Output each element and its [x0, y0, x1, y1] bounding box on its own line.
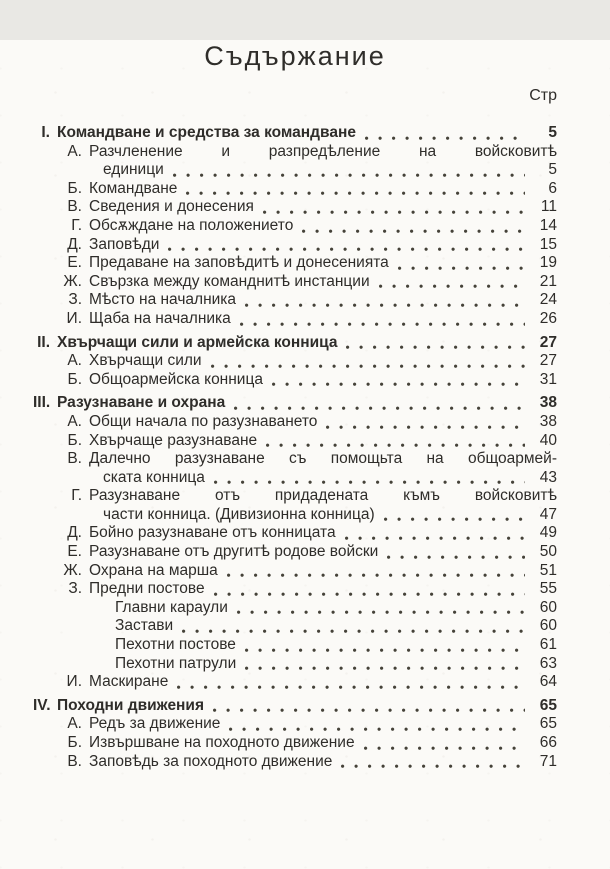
book-page — [0, 40, 610, 869]
toc-entry-label: И. — [66, 309, 82, 327]
toc-entry-page: 55 — [539, 580, 557, 598]
dot-leader — [245, 303, 525, 308]
dot-leader — [266, 443, 525, 448]
dot-leader — [398, 266, 525, 271]
dot-leader — [245, 666, 525, 671]
toc-entry-title: Мѣсто на началника — [89, 291, 237, 309]
dot-leader — [365, 136, 525, 141]
toc-entry-title: Командване — [89, 179, 178, 197]
toc-entry — [33, 580, 557, 599]
toc-entry-label: Б. — [67, 431, 82, 449]
toc-list — [33, 124, 557, 771]
toc-entry-label: Д. — [67, 524, 82, 542]
toc-entry-title: Извършване на походното движение — [89, 734, 355, 751]
toc-entry-label: А. — [67, 715, 82, 733]
toc-entry-title: Предаване на заповѣдитѣ и донесенията — [89, 254, 389, 272]
page-title: Съдържание — [204, 41, 386, 71]
toc-entry — [33, 180, 557, 199]
dot-leader — [229, 727, 525, 732]
dot-leader — [341, 764, 525, 769]
toc-entry-page: 64 — [539, 673, 557, 691]
toc-entry-title: Разузнаване и охрана — [57, 394, 226, 412]
toc-entry-page: 71 — [539, 752, 557, 770]
page-column-header: Стр — [529, 87, 557, 104]
toc-entry — [33, 562, 557, 581]
toc-entry-title: Охрана на марша — [89, 561, 218, 579]
dot-leader — [326, 425, 525, 430]
toc-entry-label: З. — [68, 580, 82, 598]
toc-entry-label: IV. — [33, 696, 51, 714]
toc-entry — [33, 524, 557, 543]
toc-entry-label: А. — [67, 412, 82, 430]
toc-entry-title: Заповѣдь за походното движение — [89, 752, 333, 770]
toc-entry-page: 21 — [539, 272, 557, 290]
dot-leader — [234, 406, 525, 411]
dot-leader — [237, 610, 525, 615]
toc-entry-page: 24 — [539, 291, 557, 309]
dot-leader — [364, 746, 525, 751]
toc-entry-label: Д. — [67, 235, 82, 253]
toc-entry-title: части конница. (Дивизионна конница) — [103, 505, 375, 523]
toc-entry — [33, 506, 557, 525]
toc-entry-page: 19 — [539, 254, 557, 272]
toc-entry-label: Г. — [71, 487, 82, 505]
toc-entry-page: 65 — [539, 696, 557, 714]
toc-entry-page: 49 — [539, 524, 557, 542]
toc-entry — [33, 352, 557, 371]
toc-entry-title: Командване и средства за командване — [57, 124, 356, 141]
toc-entry — [33, 450, 557, 469]
dot-leader — [387, 555, 525, 560]
toc-entry — [33, 413, 557, 432]
toc-entry — [33, 697, 557, 716]
toc-entry-page: 38 — [539, 412, 557, 430]
toc-entry-label: Б. — [67, 370, 82, 388]
toc-entry — [33, 161, 557, 180]
toc-entry-page: 5 — [548, 124, 557, 141]
toc-entry — [33, 291, 557, 310]
dot-leader — [168, 247, 525, 252]
toc-entry-label: Е. — [67, 254, 82, 272]
toc-entry-label: В. — [67, 198, 82, 216]
toc-entry — [33, 543, 557, 562]
toc-entry-page: 50 — [539, 543, 557, 561]
toc-entry-title: Пехотни патрули — [115, 654, 237, 672]
toc-entry-page: 43 — [539, 468, 557, 486]
toc-entry — [33, 487, 557, 506]
dot-leader — [177, 685, 525, 690]
dot-leader — [302, 229, 525, 234]
toc-entry-label: З. — [68, 291, 82, 309]
toc-entry-title: Пехотни постове — [115, 636, 236, 654]
toc-entry — [33, 273, 557, 292]
toc-entry — [33, 198, 557, 217]
toc-entry — [33, 217, 557, 236]
toc-entry — [33, 599, 557, 618]
toc-entry-label: В. — [67, 450, 82, 468]
toc-entry-page: 27 — [539, 333, 557, 351]
toc-entry-page: 15 — [539, 235, 557, 253]
toc-entry-page: 60 — [539, 598, 557, 616]
dot-leader — [214, 592, 525, 597]
toc-entry-page: 66 — [539, 734, 557, 751]
toc-entry-label: И. — [66, 673, 82, 691]
toc-entry — [33, 734, 557, 753]
toc-entry-page: 61 — [539, 636, 557, 654]
toc-entry-title: Хвърчащи сили — [89, 352, 202, 370]
toc-entry-title: Предни постове — [89, 580, 205, 598]
dot-leader — [211, 364, 525, 369]
dot-leader — [173, 173, 525, 178]
toc-entry-page: 40 — [539, 431, 557, 449]
toc-entry-page: 11 — [540, 198, 557, 216]
toc-entry-label: Б. — [67, 734, 82, 751]
toc-entry-label: Ж. — [63, 561, 82, 579]
toc-entry-label: Б. — [67, 179, 82, 197]
toc-entry-title: Хвърчащи сили и армейска конница — [57, 333, 338, 351]
toc-entry — [33, 617, 557, 636]
toc-entry-page: 14 — [539, 216, 557, 234]
dot-leader — [186, 191, 525, 196]
toc-entry-label: I. — [41, 124, 50, 141]
toc-entry — [33, 371, 557, 390]
toc-entry-title: Главни караули — [115, 598, 228, 616]
toc-entry-title: Хвърчаще разузнаване — [89, 431, 258, 449]
toc-entry — [33, 469, 557, 488]
toc-entry-page: 60 — [539, 617, 557, 635]
toc-entry-title: единици — [103, 161, 164, 179]
toc-entry — [33, 432, 557, 451]
toc-entry-label: II. — [37, 333, 50, 351]
toc-entry-page: 26 — [539, 309, 557, 327]
toc-entry — [33, 636, 557, 655]
toc-entry-title: Заповѣди — [89, 235, 160, 253]
toc-entry-title: Маскиране — [89, 673, 169, 691]
toc-entry — [33, 254, 557, 273]
toc-entry-title: Общоармейска конница — [89, 370, 263, 388]
toc-entry-label: Ж. — [63, 272, 82, 290]
toc-entry-title: Застави — [115, 617, 174, 635]
toc-entry — [33, 753, 557, 772]
dot-leader — [214, 480, 525, 485]
toc-entry — [33, 334, 557, 353]
toc-entry-title: ската конница — [103, 468, 205, 486]
toc-entry-label: А. — [67, 352, 82, 370]
toc-entry-page: 47 — [539, 505, 557, 523]
toc-entry-title: Сведения и донесения — [89, 198, 254, 216]
toc-entry-title: Разузнаване отъ другитѣ родове войски — [89, 543, 379, 561]
toc-entry-page: 5 — [548, 161, 557, 179]
toc-entry — [33, 673, 557, 692]
dot-leader — [346, 345, 525, 350]
dot-leader — [240, 322, 525, 327]
toc-entry — [33, 655, 557, 674]
dot-leader — [379, 284, 525, 289]
toc-entry — [33, 124, 557, 143]
dot-leader — [384, 517, 525, 522]
toc-entry-page: 38 — [539, 394, 557, 412]
toc-entry-page: 65 — [539, 715, 557, 733]
toc-entry-title: Далечно разузнаване съ помощьта на общоармей- — [89, 450, 557, 468]
dot-leader — [272, 382, 525, 387]
toc-entry-label: В. — [67, 752, 82, 770]
toc-entry-title: Обсѫждане на положението — [89, 216, 294, 234]
dot-leader — [227, 573, 525, 578]
dot-leader — [213, 708, 525, 713]
dot-leader — [263, 210, 525, 215]
toc-entry-title: Разузнаване отъ придадената къмъ войсковитѣ — [89, 487, 557, 505]
toc-entry — [33, 394, 557, 413]
toc-entry-label: III. — [33, 394, 51, 412]
toc-entry-page: 27 — [539, 352, 557, 370]
toc-entry — [33, 236, 557, 255]
toc-entry-title: Свързка между команднитѣ инстанции — [89, 272, 370, 290]
toc-entry-page: 6 — [548, 179, 557, 197]
toc-entry — [33, 143, 557, 162]
toc-entry-label: А. — [67, 142, 82, 160]
toc-entry-title: Разчленение и разпредѣление на войсковитѣ — [89, 142, 557, 160]
toc-entry-title: Общи начала по разузнаването — [89, 412, 318, 430]
toc-entry-page: 63 — [539, 654, 557, 672]
dot-leader — [345, 536, 525, 541]
dot-leader — [182, 629, 525, 634]
toc-entry-title: Бойно разузнаване отъ конницата — [89, 524, 336, 542]
toc-entry-title: Щаба на началника — [89, 309, 231, 327]
toc-entry-label: Е. — [67, 543, 82, 561]
toc-entry-title: Походни движения — [57, 696, 204, 714]
toc-entry — [33, 310, 557, 329]
toc-entry-title: Редъ за движение — [89, 715, 221, 733]
toc-entry-page: 51 — [539, 561, 557, 579]
dot-leader — [245, 648, 525, 653]
toc-entry — [33, 715, 557, 734]
toc-entry-label: Г. — [71, 216, 82, 234]
toc-entry-page: 31 — [539, 370, 557, 388]
